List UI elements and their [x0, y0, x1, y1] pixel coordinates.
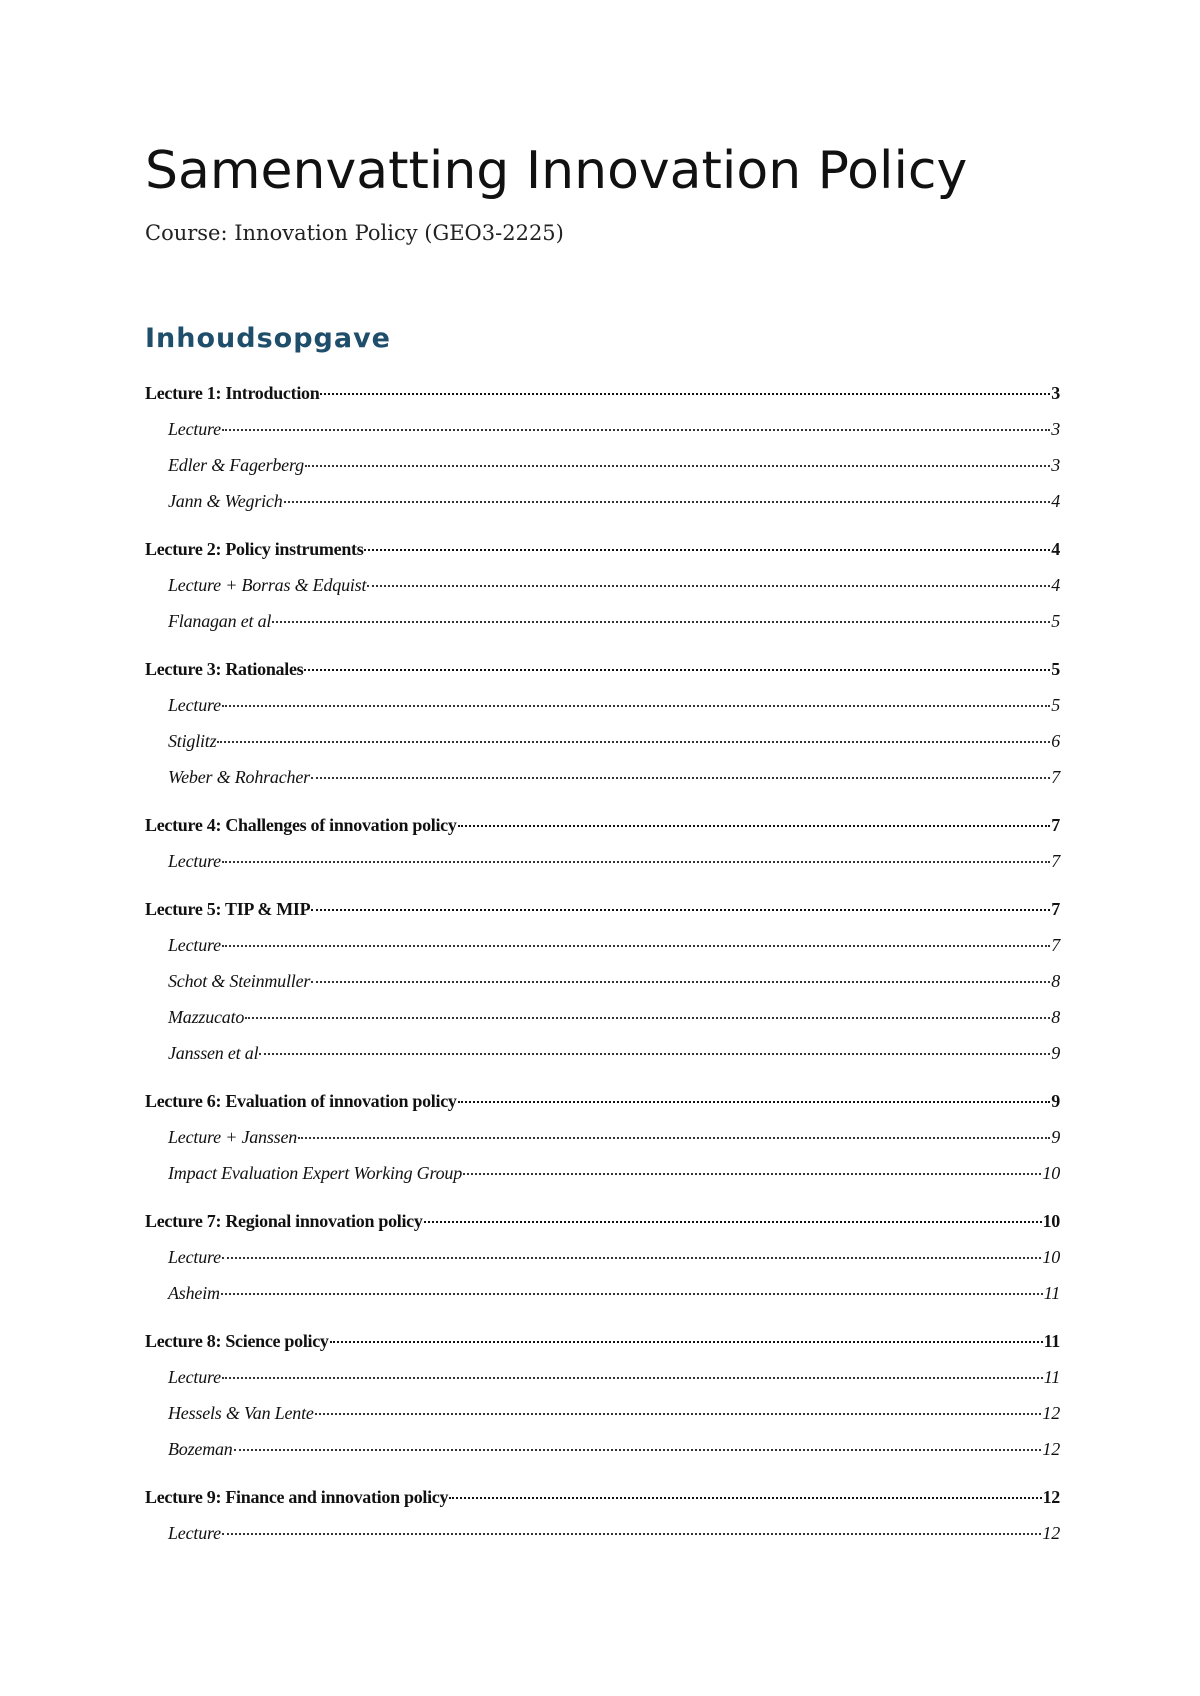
toc-dot-leader: [222, 861, 1050, 863]
toc-heading: Inhoudsopgave: [145, 323, 391, 354]
toc-dot-leader: [234, 1449, 1042, 1451]
toc-page-number: 8: [1051, 971, 1060, 991]
toc-chapter-entry[interactable]: [145, 539, 1060, 575]
toc-entry-title: Hessels & Van Lente: [168, 1403, 314, 1423]
toc-chapter-entry[interactable]: [145, 1487, 1060, 1523]
toc-dot-leader: [259, 1053, 1050, 1055]
toc-page-number: 7: [1051, 767, 1060, 787]
toc-dot-leader: [217, 741, 1050, 743]
toc-entry-title: Lecture: [168, 851, 221, 871]
toc-dot-leader: [449, 1497, 1041, 1499]
toc-page-number: 8: [1051, 1007, 1060, 1027]
toc-chapter-entry[interactable]: [145, 1211, 1060, 1247]
toc-page-number: 9: [1051, 1091, 1060, 1111]
toc-section-entry[interactable]: [145, 731, 1060, 767]
toc-page-number: 3: [1051, 383, 1060, 403]
toc-entry-title: Janssen et al: [168, 1043, 259, 1063]
toc-dot-leader: [330, 1341, 1043, 1343]
toc-entry-title: Lecture: [168, 935, 221, 955]
toc-page-number: 7: [1051, 899, 1060, 919]
toc-section-entry[interactable]: [145, 1367, 1060, 1403]
toc-chapter-entry[interactable]: [145, 659, 1060, 695]
toc-page-number: 12: [1042, 1439, 1060, 1459]
toc-chapter-entry[interactable]: [145, 1331, 1060, 1367]
toc-entry-title: Lecture: [168, 419, 221, 439]
toc-section-entry[interactable]: [145, 1127, 1060, 1163]
toc-section-entry[interactable]: [145, 851, 1060, 887]
toc-section-entry[interactable]: [145, 1439, 1060, 1475]
toc-dot-leader: [304, 669, 1050, 671]
toc-entry-title: Lecture 4: Challenges of innovation policy: [145, 815, 457, 835]
document-subtitle: Course: Innovation Policy (GEO3-2225): [145, 221, 564, 245]
toc-entry-title: Edler & Fagerberg: [168, 455, 304, 475]
toc-entry-title: Lecture 5: TIP & MIP: [145, 899, 311, 919]
toc-page-number: 4: [1051, 539, 1060, 559]
toc-section-entry[interactable]: [145, 419, 1060, 455]
toc-entry-title: Impact Evaluation Expert Working Group: [168, 1163, 463, 1183]
toc-chapter-entry[interactable]: [145, 815, 1060, 851]
toc-page-number: 11: [1043, 1283, 1060, 1303]
toc-entry-title: Lecture: [168, 1523, 221, 1543]
toc-entry-title: Lecture: [168, 695, 221, 715]
toc-entry-title: Lecture 2: Policy instruments: [145, 539, 364, 559]
toc-entry-title: Lecture + Janssen: [168, 1127, 298, 1147]
toc-section-entry[interactable]: [145, 695, 1060, 731]
toc-entry-title: Mazzucato: [168, 1007, 245, 1027]
toc-page-number: 11: [1043, 1367, 1060, 1387]
toc-dot-leader: [222, 705, 1050, 707]
toc-chapter-entry[interactable]: [145, 383, 1060, 419]
toc-entry-title: Lecture: [168, 1367, 221, 1387]
toc-dot-leader: [315, 1413, 1042, 1415]
toc-page-number: 9: [1051, 1043, 1060, 1063]
toc-page-number: 7: [1051, 815, 1060, 835]
toc-page-number: 12: [1042, 1523, 1060, 1543]
toc-entry-title: Lecture 3: Rationales: [145, 659, 304, 679]
toc-entry-title: Stiglitz: [168, 731, 217, 751]
toc-entry-title: Lecture 6: Evaluation of innovation policy: [145, 1091, 457, 1111]
toc-section-entry[interactable]: [145, 455, 1060, 491]
toc-page-number: 10: [1042, 1163, 1060, 1183]
toc-dot-leader: [367, 585, 1050, 587]
toc-section-entry[interactable]: [145, 1523, 1060, 1559]
toc-section-entry[interactable]: [145, 1403, 1060, 1439]
toc-dot-leader: [311, 981, 1050, 983]
toc-section-entry[interactable]: [145, 611, 1060, 647]
toc-chapter-entry[interactable]: [145, 1091, 1060, 1127]
toc-dot-leader: [311, 777, 1050, 779]
toc-entry-title: Lecture 9: Finance and innovation policy: [145, 1487, 449, 1507]
toc-page-number: 9: [1051, 1127, 1060, 1147]
toc-dot-leader: [222, 429, 1050, 431]
toc-section-entry[interactable]: [145, 767, 1060, 803]
toc-page-number: 12: [1042, 1487, 1060, 1507]
toc-entry-title: Lecture: [168, 1247, 221, 1267]
toc-entry-title: Jann & Wegrich: [168, 491, 283, 511]
toc-dot-leader: [458, 1101, 1051, 1103]
toc-entry-title: Asheim: [168, 1283, 220, 1303]
toc-dot-leader: [463, 1173, 1041, 1175]
toc-section-entry[interactable]: [145, 1247, 1060, 1283]
toc-dot-leader: [222, 945, 1050, 947]
table-of-contents: [145, 383, 1060, 1559]
toc-page-number: 3: [1051, 419, 1060, 439]
toc-dot-leader: [222, 1377, 1043, 1379]
toc-entry-title: Lecture 8: Science policy: [145, 1331, 329, 1351]
toc-entry-title: Bozeman: [168, 1439, 233, 1459]
toc-page-number: 10: [1042, 1211, 1060, 1231]
toc-section-entry[interactable]: [145, 971, 1060, 1007]
toc-section-entry[interactable]: [145, 575, 1060, 611]
toc-page-number: 10: [1042, 1247, 1060, 1267]
toc-dot-leader: [320, 393, 1050, 395]
toc-section-entry[interactable]: [145, 491, 1060, 527]
toc-section-entry[interactable]: [145, 1043, 1060, 1079]
toc-page-number: 12: [1042, 1403, 1060, 1423]
toc-page-number: 5: [1051, 611, 1060, 631]
toc-dot-leader: [311, 909, 1050, 911]
toc-dot-leader: [272, 621, 1050, 623]
toc-dot-leader: [245, 1017, 1050, 1019]
toc-page-number: 7: [1051, 935, 1060, 955]
toc-page-number: 5: [1051, 659, 1060, 679]
toc-dot-leader: [222, 1533, 1041, 1535]
toc-section-entry[interactable]: [145, 1163, 1060, 1199]
toc-dot-leader: [364, 549, 1050, 551]
toc-page-number: 5: [1051, 695, 1060, 715]
toc-entry-title: Flanagan et al: [168, 611, 272, 631]
toc-page-number: 4: [1051, 491, 1060, 511]
toc-dot-leader: [284, 501, 1051, 503]
toc-dot-leader: [424, 1221, 1042, 1223]
toc-chapter-entry[interactable]: [145, 899, 1060, 935]
toc-dot-leader: [222, 1257, 1041, 1259]
toc-page-number: 11: [1043, 1331, 1060, 1351]
toc-page-number: 7: [1051, 851, 1060, 871]
toc-entry-title: Lecture 7: Regional innovation policy: [145, 1211, 423, 1231]
toc-section-entry[interactable]: [145, 1007, 1060, 1043]
toc-entry-title: Lecture 1: Introduction: [145, 383, 320, 403]
toc-page-number: 6: [1051, 731, 1060, 751]
toc-entry-title: Lecture + Borras & Edquist: [168, 575, 367, 595]
toc-page-number: 3: [1051, 455, 1060, 475]
toc-entry-title: Weber & Rohracher: [168, 767, 310, 787]
toc-dot-leader: [298, 1137, 1050, 1139]
toc-section-entry[interactable]: [145, 935, 1060, 971]
toc-dot-leader: [305, 465, 1050, 467]
toc-entry-title: Schot & Steinmuller: [168, 971, 311, 991]
toc-section-entry[interactable]: [145, 1283, 1060, 1319]
toc-dot-leader: [458, 825, 1051, 827]
toc-page-number: 4: [1051, 575, 1060, 595]
toc-dot-leader: [221, 1293, 1043, 1295]
document-title: Samenvatting Innovation Policy: [145, 141, 968, 201]
